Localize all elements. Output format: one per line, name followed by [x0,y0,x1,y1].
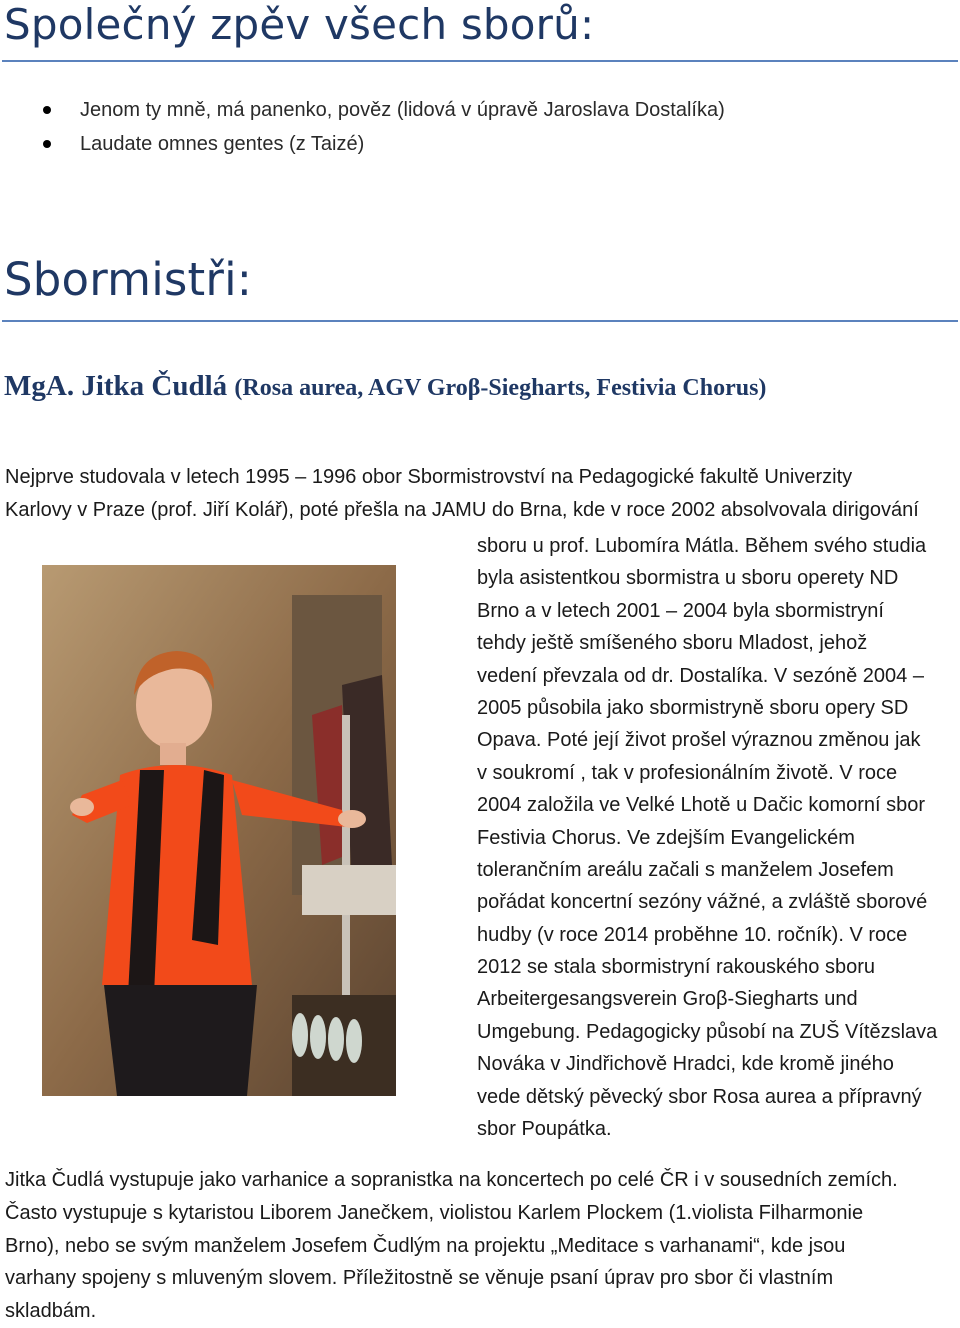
song-title: Jenom ty mně, má panenko, pověz (lidová v úpravě Jaroslava Dostalíka) [80,99,725,121]
bio-line: byla asistentkou sbormistra u sboru operety ND [477,567,899,590]
bio-line: sboru u prof. Lubomíra Mátla. Během svého studia [477,535,927,557]
bio-line: Brno a v letech 2001 – 2004 byla sbormistryní [477,599,884,622]
heading-underline [2,320,958,322]
bio-line: tolerančním areálu začali s manželem Josefem [477,858,894,881]
bio-line: 2005 působila jako sbormistryně sboru opery SD [477,696,909,719]
bio-line: vedení převzala od dr. Dostalíka. V sezóně 2004 – [477,664,924,687]
bio-line: Jitka Čudlá vystupuje jako varhanice a sopranistka na koncertech po celé ČR i v sousedních zemích. [5,1169,898,1191]
bio-line: Opava. Poté její život prošel výraznou změnou jak [477,729,921,752]
bio-column [477,530,960,1145]
conductor-choirs: (Rosa aurea, AGV Groβ-Siegharts, Festivia Chorus) [234,375,767,401]
conductor-heading [4,370,766,403]
bullet-icon [43,140,51,148]
bullet-icon [43,106,51,114]
heading-underline [2,60,958,62]
bio-line: Nejprve studovala v letech 1995 – 1996 obor Sbormistrovství na Pedagogické fakultě Univerzity [5,466,853,488]
bio-line: vede dětský pěvecký sbor Rosa aurea a přípravný [477,1085,922,1108]
bio-line: Arbeitergesangsverein Groβ-Siegharts und [477,988,858,1011]
list-item [0,93,725,127]
list-item [0,127,725,161]
heading-conductors: Sbormistři: [4,253,253,306]
bio-line: pořádat koncertní sezóny vážné, a zvláště sborové [477,891,928,914]
bio-line: tehdy ještě smíšeného sboru Mladost, jehož [477,632,868,655]
bio-line: Často vystupuje s kytaristou Liborem Janečkem, violistou Karlem Plockem (1.violista Filharmonie [5,1201,864,1224]
bio-line: skladbám. [5,1300,97,1323]
song-title: Laudate omnes gentes (z Taizé) [80,133,365,155]
bio-line: Karlovy v Praze (prof. Jiří Kolář), poté přešla na JAMU do Brna, kde v roce 2002 absolvovala dirigování [5,499,919,521]
bio-line: v soukromí , tak v profesionálním životě. V roce [477,761,898,784]
bio-line: hudby (v roce 2014 proběhne 10. ročník). V roce [477,923,908,946]
bio-line: Brno), nebo se svým manželem Josefem Čudlým na projektu „Meditace s varhanami“, kde jsou [5,1234,846,1257]
song-list [0,93,725,161]
bio-line: sbor Poupátka. [477,1118,612,1141]
bio-line: 2012 se stala sbormistryní rakouského sboru [477,956,875,979]
conductor-name: MgA. Jitka Čudlá [4,370,228,402]
heading-joint-singing: Společný zpěv všech sborů: [4,0,595,49]
bio-line: Nováka v Jindřichově Hradci, kde kromě jiného [477,1053,894,1076]
bio-line: varhany spojeny s mluveným slovem. Příležitostně se věnuje psaní úprav pro sbor či vlastním [5,1267,834,1290]
conductor-photo [42,565,396,1096]
bio-line: Umgebung. Pedagogicky působí na ZUŠ Vítězslava [477,1020,938,1043]
bio-closing-paragraph [5,1164,898,1328]
bio-line: Festivia Chorus. Ve zdejším Evangelickém [477,826,855,849]
bio-line: 2004 založila ve Velké Lhotě u Dačic komorní sbor [477,794,926,817]
